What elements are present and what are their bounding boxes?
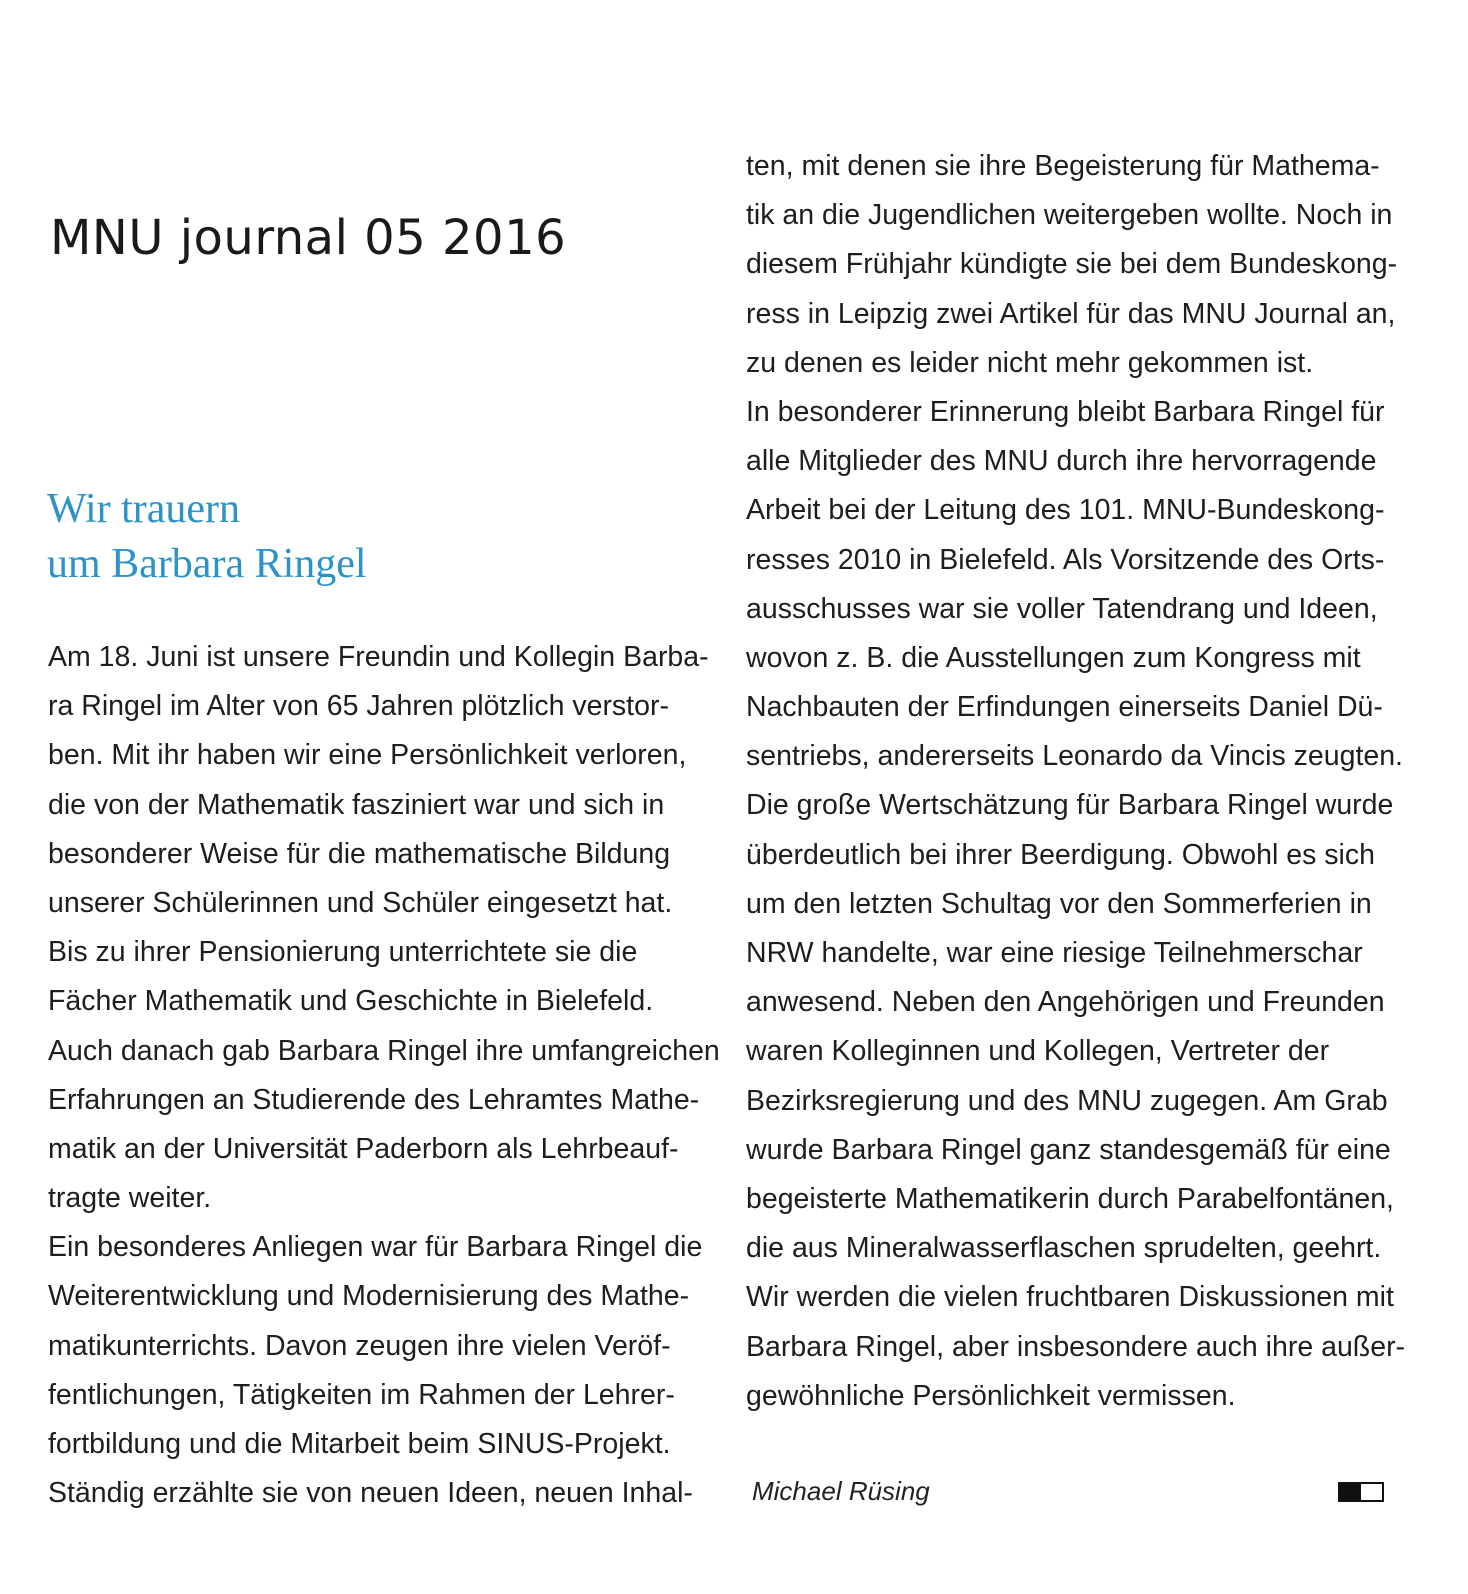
text-line: ra Ringel im Alter von 65 Jahren plötzlich verstor- [48,690,669,723]
text-line: matikunterrichts. Davon zeugen ihre vielen Veröf- [48,1329,671,1362]
text-line: um den letzten Schultag vor den Sommerferien in [746,887,1372,920]
text-line: ben. Mit ihr haben wir eine Persönlichkeit verloren, [48,739,687,772]
text-line: gewöhnliche Persönlichkeit vermissen. [746,1379,1236,1412]
text-line: fentlichungen, Tätigkeiten im Rahmen der Lehrer- [48,1378,675,1411]
text-line: Am 18. Juni ist unsere Freundin und Kollegin Barba- [48,641,709,673]
text-line: besonderer Weise für die mathematische Bildung [48,837,671,870]
text-line: wurde Barbara Ringel ganz standesgemäß für eine [746,1133,1391,1166]
text-line: unserer Schülerinnen und Schüler eingesetzt hat. [48,886,673,919]
text-line: Weiterentwicklung und Modernisierung des Mathe- [48,1280,690,1313]
text-line: die aus Mineralwasserflaschen sprudelten, geehrt. [746,1232,1382,1265]
text-line: Bis zu ihrer Pensionierung unterrichtete sie die [48,936,638,969]
text-line: In besonderer Erinnerung bleibt Barbara Ringel für [746,395,1385,428]
text-line: ress in Leipzig zwei Artikel für das MNU Journal an, [746,297,1396,330]
text-line: Erfahrungen an Studierende des Lehramtes Mathe- [48,1083,700,1116]
text-line: NRW handelte, war eine riesige Teilnehmerschar [746,937,1363,969]
author-byline: Michael Rüsing [752,1476,930,1506]
text-line: Ein besonderes Anliegen war für Barbara Ringel die [48,1231,703,1264]
text-line: ten, mit denen sie ihre Begeisterung für Mathema- [746,150,1380,182]
text-line: tik an die Jugendlichen weitergeben wollte. Noch in [746,199,1393,232]
text-line: Auch danach gab Barbara Ringel ihre umfangreichen [48,1034,720,1067]
headline-line-1: Wir trauern [47,486,241,532]
text-line: alle Mitglieder des MNU durch ihre hervorragende [746,445,1377,478]
text-line: fortbildung und die Mitarbeit beim SINUS-Projekt. [48,1428,671,1460]
headline-line-2: um Barbara Ringel [47,541,367,587]
text-line: Fächer Mathematik und Geschichte in Bielefeld. [48,985,654,1018]
right-text-column [746,142,1406,1421]
text-line: waren Kolleginnen und Kollegen, Vertreter der [746,1035,1330,1068]
text-line: überdeutlich bei ihrer Beerdigung. Obwohl es sich [746,838,1375,871]
text-line: Die große Wertschätzung für Barbara Ringel wurde [746,789,1394,822]
article-headline [47,482,367,592]
end-of-article-mark-icon [1338,1482,1384,1502]
text-line: Barbara Ringel, aber insbesondere auch ihre außer- [746,1330,1406,1363]
left-text-column [48,633,720,1518]
text-line: begeisterte Mathematikerin durch Parabelfontänen, [746,1182,1394,1215]
journal-title: MNU journal 05 2016 [50,210,567,266]
text-line: Bezirksregierung und des MNU zugegen. Am Grab [746,1084,1388,1117]
text-line: Arbeit bei der Leitung des 101. MNU-Bundeskong- [746,494,1385,527]
text-line: Wir werden die vielen fruchtbaren Diskussionen mit [746,1281,1394,1314]
text-line: wovon z. B. die Ausstellungen zum Kongress mit [746,641,1361,674]
text-line: zu denen es leider nicht mehr gekommen ist. [746,346,1314,379]
text-line: Nachbauten der Erfindungen einerseits Daniel Dü- [746,691,1383,724]
text-line: tragte weiter. [48,1182,212,1215]
text-line: sentriebs, andererseits Leonardo da Vincis zeugten. [746,740,1403,773]
end-mark-fill [1340,1484,1361,1500]
text-line: ausschusses war sie voller Tatendrang und Ideen, [746,592,1378,625]
text-line: Ständig erzählte sie von neuen Ideen, neuen Inhal- [48,1477,693,1510]
text-line: resses 2010 in Bielefeld. Als Vorsitzende des Orts- [746,543,1385,576]
text-line: anwesend. Neben den Angehörigen und Freunden [746,986,1385,1019]
text-line: die von der Mathematik fasziniert war und sich in [48,788,665,821]
text-line: matik an der Universität Paderborn als Lehrbeauf- [48,1132,679,1165]
text-line: diesem Frühjahr kündigte sie bei dem Bundeskong- [746,248,1398,281]
